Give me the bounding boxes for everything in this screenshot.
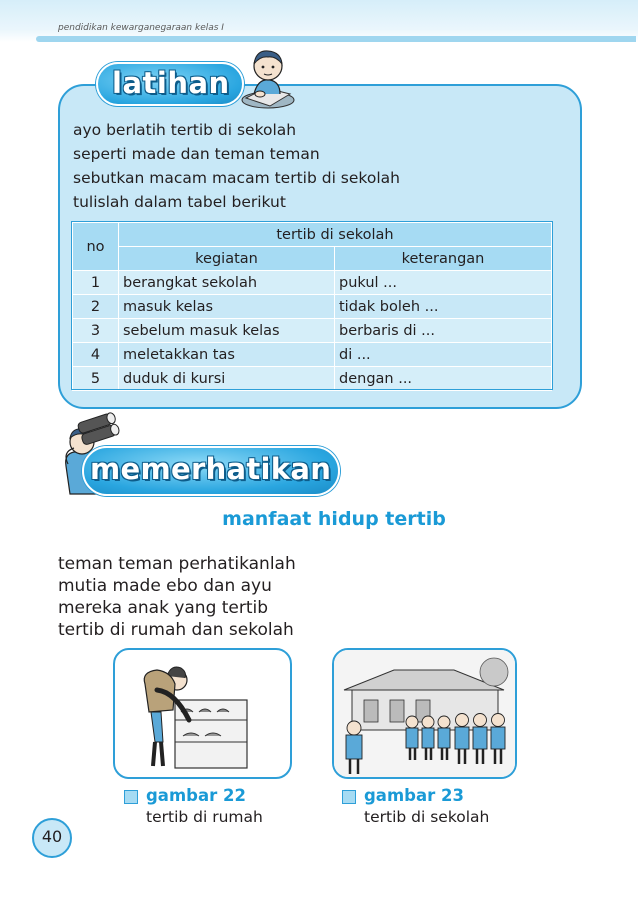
row-kegiatan: masuk kelas	[119, 295, 335, 319]
table-header-keterangan: keterangan	[335, 247, 552, 271]
table-header-no: no	[73, 223, 119, 271]
figure-22-caption: tertib di rumah	[146, 808, 263, 826]
latihan-intro-line-3: sebutkan macam macam tertib di sekolah	[73, 169, 400, 187]
body-line-2: mutia made ebo dan ayu	[58, 576, 272, 596]
table-row	[73, 319, 552, 343]
row-keterangan: tidak boleh ...	[335, 295, 552, 319]
header-rule	[36, 36, 636, 42]
table-row	[73, 367, 552, 391]
latihan-intro-line-1: ayo berlatih tertib di sekolah	[73, 121, 297, 139]
row-kegiatan: meletakkan tas	[119, 343, 335, 367]
row-kegiatan: berangkat sekolah	[119, 271, 335, 295]
row-kegiatan: sebelum masuk kelas	[119, 319, 335, 343]
table-row	[73, 343, 552, 367]
table-row	[73, 271, 552, 295]
row-keterangan: berbaris di ...	[335, 319, 552, 343]
table-row	[73, 295, 552, 319]
latihan-intro-line-4: tulislah dalam tabel berikut	[73, 193, 286, 211]
caption-marker-23	[342, 790, 356, 804]
page-number: 40	[41, 827, 63, 846]
section-subtitle: manfaat hidup tertib	[222, 508, 446, 530]
latihan-title: latihan	[112, 66, 230, 100]
caption-marker-22	[124, 790, 138, 804]
body-line-4: tertib di rumah dan sekolah	[58, 620, 294, 640]
row-no: 3	[73, 319, 119, 343]
figure-23-illustration	[334, 650, 515, 777]
figure-22-illustration	[115, 650, 290, 777]
row-keterangan: dengan ...	[335, 367, 552, 391]
figure-23-label: gambar 23	[364, 786, 464, 805]
figure-23-frame	[332, 648, 517, 779]
table-header-kegiatan: kegiatan	[119, 247, 335, 271]
row-keterangan: di ...	[335, 343, 552, 367]
running-head: pendidikan kewarganegaraan kelas I	[58, 23, 224, 33]
row-no: 2	[73, 295, 119, 319]
row-kegiatan: duduk di kursi	[119, 367, 335, 391]
row-no: 5	[73, 367, 119, 391]
body-line-3: mereka anak yang tertib	[58, 598, 269, 618]
memerhatikan-title: memerhatikan	[90, 452, 332, 486]
boy-reading-illustration	[236, 44, 300, 110]
body-line-1: teman teman perhatikanlah	[58, 554, 296, 574]
table-header-group: tertib di sekolah	[119, 223, 552, 247]
row-no: 4	[73, 343, 119, 367]
figure-23-caption: tertib di sekolah	[364, 808, 490, 826]
row-keterangan: pukul ...	[335, 271, 552, 295]
latihan-intro-line-2: seperti made dan teman teman	[73, 145, 320, 163]
row-no: 1	[73, 271, 119, 295]
tertib-table	[72, 222, 552, 391]
figure-22-frame	[113, 648, 292, 779]
figure-22-label: gambar 22	[146, 786, 246, 805]
